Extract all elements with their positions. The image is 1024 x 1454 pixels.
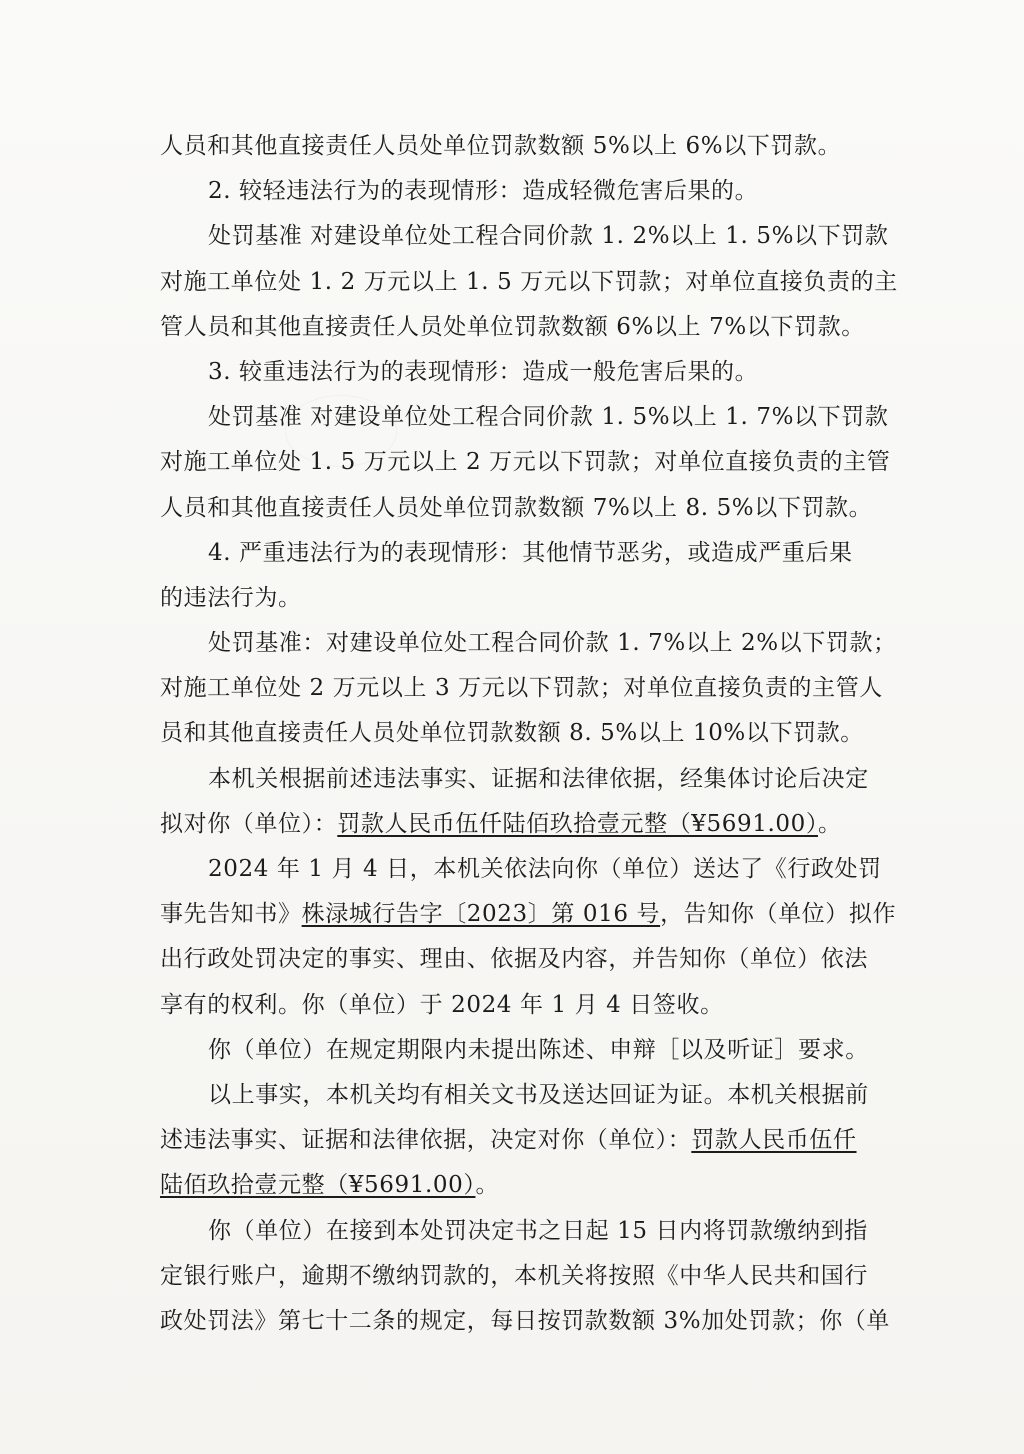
text-line: 4. 严重违法行为的表现情形：其他情节恶劣，或造成严重后果	[208, 539, 853, 566]
text-line: 的违法行为。	[160, 584, 302, 611]
text-line: 对施工单位处 1. 5 万元以上 2 万元以下罚款；对单位直接负责的主管	[160, 449, 891, 476]
text-line: 2. 较轻违法行为的表现情形：造成轻微危害后果的。	[208, 178, 759, 205]
fine-amount-underlined: 罚款人民币伍仟陆佰玖拾壹元整（¥5691.00）	[337, 810, 818, 837]
document-body	[160, 124, 898, 1344]
text-line: 享有的权利。你（单位）于 2024 年 1 月 4 日签收。	[160, 991, 724, 1018]
text-line: 人员和其他直接责任人员处单位罚款数额 7%以上 8. 5%以下罚款。	[160, 494, 873, 521]
text-line: 管人员和其他直接责任人员处单位罚款数额 6%以上 7%以下罚款。	[160, 313, 865, 340]
text-line: 你（单位）在规定期限内未提出陈述、申辩［以及听证］要求。	[208, 1036, 869, 1063]
text-line: 以上事实，本机关均有相关文书及送达回证为证。本机关根据前	[208, 1081, 869, 1108]
text-line	[160, 1118, 880, 1163]
text-line: 出行政处罚决定的事实、理由、依据及内容，并告知你（单位）依法	[160, 946, 868, 973]
text-line: 对施工单位处 1. 2 万元以上 1. 5 万元以下罚款；对单位直接负责的主	[160, 268, 898, 295]
text-segment: ，告知你（单位）拟作	[660, 901, 897, 928]
text-line: 对施工单位处 2 万元以上 3 万元以下罚款；对单位直接负责的主管人	[160, 675, 883, 702]
text-line: 政处罚法》第七十二条的规定，每日按罚款数额 3%加处罚款；你（单	[160, 1307, 890, 1334]
text-line: 处罚基准 对建设单位处工程合同价款 1. 2%以上 1. 5%以下罚款	[208, 223, 889, 250]
text-line: 处罚基准：对建设单位处工程合同价款 1. 7%以上 2%以下罚款；	[208, 630, 897, 657]
text-line	[160, 1163, 880, 1208]
text-line: 定银行账户，逾期不缴纳罚款的，本机关将按照《中华人民共和国行	[160, 1262, 868, 1289]
notice-number-underlined: 株渌城行告字〔2023〕第 016 号	[301, 901, 661, 928]
text-line: 员和其他直接责任人员处单位罚款数额 8. 5%以上 10%以下罚款。	[160, 720, 864, 747]
text-segment: 拟对你（单位）：	[160, 810, 338, 837]
text-line: 人员和其他直接责任人员处单位罚款数额 5%以上 6%以下罚款。	[160, 133, 842, 159]
text-line	[160, 892, 897, 937]
text-line	[160, 802, 880, 847]
text-segment: 述违法事实、证据和法律依据，决定对你（单位）：	[160, 1127, 692, 1154]
fine-amount-underlined: 陆佰玖拾壹元整（¥5691.00）	[160, 1172, 476, 1199]
text-line: 处罚基准 对建设单位处工程合同价款 1. 5%以上 1. 7%以下罚款	[208, 404, 889, 431]
text-segment: 。	[817, 810, 842, 837]
text-segment: 事先告知书》	[160, 901, 302, 928]
fine-amount-underlined: 罚款人民币伍仟	[691, 1127, 857, 1154]
text-line: 3. 较重违法行为的表现情形：造成一般危害后果的。	[208, 358, 759, 385]
text-line: 2024 年 1 月 4 日，本机关依法向你（单位）送达了《行政处罚	[208, 856, 882, 882]
text-line: 你（单位）在接到本处罚决定书之日起 15 日内将罚款缴纳到指	[208, 1217, 868, 1244]
text-segment: 。	[475, 1172, 500, 1199]
text-line: 本机关根据前述违法事实、证据和法律依据，经集体讨论后决定	[208, 765, 869, 792]
